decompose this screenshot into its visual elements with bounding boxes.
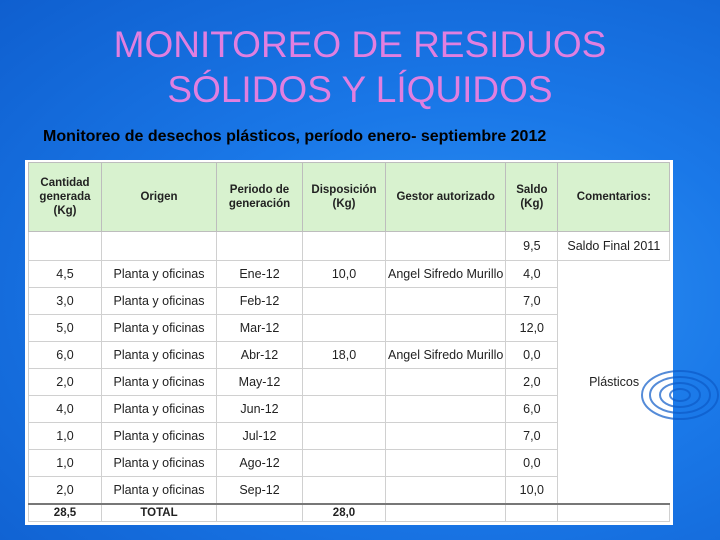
cell-gestor (386, 288, 506, 315)
cell-periodo: Abr-12 (217, 342, 303, 369)
total-row (29, 504, 670, 522)
comentario-plasticos: Plásticos (589, 375, 640, 389)
saldo-inicial-comment: Saldo Final 2011 (558, 232, 670, 261)
cell-disposicion: 18,0 (303, 342, 386, 369)
cell-origen: Planta y oficinas (102, 396, 217, 423)
cell-origen: Planta y oficinas (102, 450, 217, 477)
cell-saldo: 0,0 (506, 342, 558, 369)
cell-gestor: Angel Sifredo Murillo (386, 342, 506, 369)
cell-cantidad: 2,0 (29, 369, 102, 396)
cell-periodo: May-12 (217, 369, 303, 396)
cell-gestor (386, 315, 506, 342)
cell-saldo: 7,0 (506, 288, 558, 315)
saldo-inicial-row (29, 232, 670, 261)
total-gestor (386, 504, 506, 522)
cell-disposicion (303, 396, 386, 423)
cell-origen: Planta y oficinas (102, 261, 217, 288)
cell-disposicion (303, 477, 386, 505)
total-periodo (217, 504, 303, 522)
table-row (29, 261, 670, 288)
cell-cantidad: 2,0 (29, 477, 102, 505)
cell-saldo: 12,0 (506, 315, 558, 342)
cell-cantidad: 4,5 (29, 261, 102, 288)
cell-disposicion: 10,0 (303, 261, 386, 288)
header-saldo: Saldo (Kg) (506, 163, 558, 232)
cell-periodo: Jun-12 (217, 396, 303, 423)
cell-origen: Planta y oficinas (102, 342, 217, 369)
total-saldo (506, 504, 558, 522)
total-label: TOTAL (102, 504, 217, 522)
cell-gestor (386, 369, 506, 396)
cell-cantidad: 5,0 (29, 315, 102, 342)
saldo-inicial-value: 9,5 (506, 232, 558, 261)
header-comentarios: Comentarios: (558, 163, 670, 232)
cell-disposicion (303, 450, 386, 477)
cell-origen: Planta y oficinas (102, 315, 217, 342)
cell-saldo: 2,0 (506, 369, 558, 396)
cell-cantidad: 3,0 (29, 288, 102, 315)
swirl-decoration-icon (640, 360, 720, 430)
cell-periodo: Ene-12 (217, 261, 303, 288)
header-periodo: Periodo de generación (217, 163, 303, 232)
cell-disposicion (303, 369, 386, 396)
total-comentario (558, 504, 670, 522)
cell-gestor (386, 450, 506, 477)
cell-cantidad: 1,0 (29, 450, 102, 477)
cell-periodo: Ago-12 (217, 450, 303, 477)
header-gestor: Gestor autorizado (386, 163, 506, 232)
cell-disposicion (303, 315, 386, 342)
monitoring-table-panel (25, 160, 673, 525)
cell-saldo: 6,0 (506, 396, 558, 423)
page-title (0, 22, 720, 112)
cell-cantidad: 4,0 (29, 396, 102, 423)
cell-gestor: Angel Sifredo Murillo (386, 261, 506, 288)
cell-periodo: Jul-12 (217, 423, 303, 450)
cell-saldo: 4,0 (506, 261, 558, 288)
total-disposicion: 28,0 (303, 504, 386, 522)
title-line-1: MONITOREO DE RESIDUOS (113, 24, 607, 65)
cell-origen: Planta y oficinas (102, 477, 217, 505)
cell-disposicion (303, 423, 386, 450)
cell-gestor (386, 423, 506, 450)
cell-origen: Planta y oficinas (102, 288, 217, 315)
monitoring-table (28, 162, 670, 522)
cell-saldo: 7,0 (506, 423, 558, 450)
title-line-2: SÓLIDOS Y LÍQUIDOS (167, 69, 553, 110)
cell-disposicion (303, 288, 386, 315)
header-disposicion: Disposición (Kg) (303, 163, 386, 232)
header-cantidad: Cantidad generada (Kg) (29, 163, 102, 232)
subtitle: Monitoreo de desechos plásticos, período enero- septiembre 2012 (43, 128, 547, 145)
header-origen: Origen (102, 163, 217, 232)
cell-periodo: Feb-12 (217, 288, 303, 315)
cell-origen: Planta y oficinas (102, 369, 217, 396)
cell-gestor (386, 477, 506, 505)
cell-cantidad: 1,0 (29, 423, 102, 450)
cell-saldo: 10,0 (506, 477, 558, 505)
total-cantidad: 28,5 (29, 504, 102, 522)
cell-cantidad: 6,0 (29, 342, 102, 369)
cell-saldo: 0,0 (506, 450, 558, 477)
cell-gestor (386, 396, 506, 423)
header-row (29, 163, 670, 232)
cell-periodo: Mar-12 (217, 315, 303, 342)
cell-origen: Planta y oficinas (102, 423, 217, 450)
cell-periodo: Sep-12 (217, 477, 303, 505)
